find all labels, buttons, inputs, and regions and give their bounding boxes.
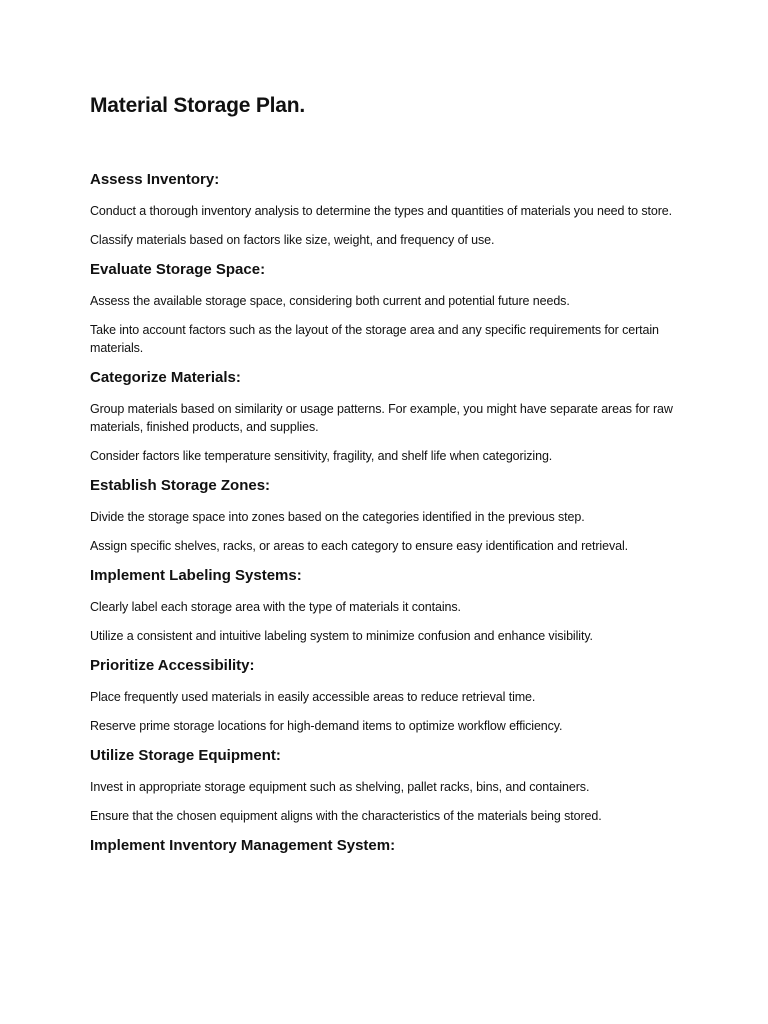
section-paragraph: Conduct a thorough inventory analysis to determine the types and quantities of materials you need to store.: [90, 204, 673, 218]
section-heading: Establish Storage Zones:: [90, 477, 271, 494]
section-paragraph: Ensure that the chosen equipment aligns with the characteristics of the materials being stored.: [90, 809, 602, 823]
section-heading: Implement Inventory Management System:: [90, 837, 396, 854]
section-paragraph: Assign specific shelves, racks, or areas to each category to ensure easy identification and retrieval.: [90, 539, 628, 553]
section-paragraph: Group materials based on similarity or usage patterns. For example, you might have separate areas for raw materials, finished products, and supplies.: [90, 402, 673, 434]
section-heading: Categorize Materials:: [90, 369, 241, 386]
section-paragraph: Assess the available storage space, considering both current and potential future needs.: [90, 294, 570, 308]
section-implement-labeling-systems: [90, 566, 690, 645]
section-heading: Evaluate Storage Space:: [90, 261, 266, 278]
section-utilize-storage-equipment: [90, 746, 690, 825]
section-assess-inventory: [90, 170, 690, 249]
section-paragraph: Clearly label each storage area with the type of materials it contains.: [90, 600, 461, 614]
section-implement-inventory-management-system: [90, 836, 690, 856]
section-paragraph: Place frequently used materials in easily accessible areas to reduce retrieval time.: [90, 690, 536, 704]
section-paragraph: Take into account factors such as the layout of the storage area and any specific requirements for certain materials.: [90, 323, 659, 355]
section-heading: Assess Inventory:: [90, 171, 220, 188]
document-title: Material Storage Plan.: [90, 94, 306, 117]
section-paragraph: Invest in appropriate storage equipment such as shelving, pallet racks, bins, and containers.: [90, 780, 590, 794]
section-establish-storage-zones: [90, 476, 690, 555]
section-paragraph: Classify materials based on factors like size, weight, and frequency of use.: [90, 233, 495, 247]
section-paragraph: Utilize a consistent and intuitive labeling system to minimize confusion and enhance visibility.: [90, 629, 593, 643]
section-prioritize-accessibility: [90, 656, 690, 735]
section-heading: Utilize Storage Equipment:: [90, 747, 281, 764]
section-heading: Implement Labeling Systems:: [90, 567, 302, 584]
section-paragraph: Divide the storage space into zones based on the categories identified in the previous step.: [90, 510, 585, 524]
section-heading: Prioritize Accessibility:: [90, 657, 255, 674]
section-paragraph: Reserve prime storage locations for high-demand items to optimize workflow efficiency.: [90, 719, 563, 733]
section-evaluate-storage-space: [90, 260, 690, 357]
section-paragraph: Consider factors like temperature sensitivity, fragility, and shelf life when categorizing.: [90, 449, 553, 463]
section-categorize-materials: [90, 368, 690, 465]
document-body: [90, 170, 690, 868]
